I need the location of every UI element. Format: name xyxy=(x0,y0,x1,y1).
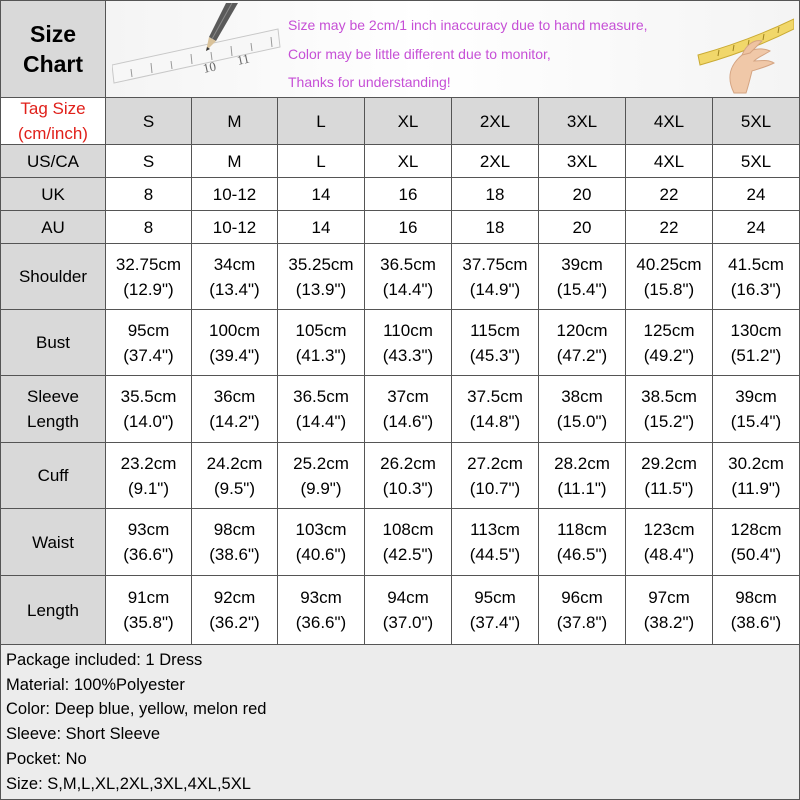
ruler-mark: 10 xyxy=(201,58,218,76)
cell-text-line: Waist xyxy=(32,532,74,552)
cell-text-line: 8 xyxy=(143,217,154,237)
row-label xyxy=(0,244,106,310)
cell-text-line: (49.2") xyxy=(643,345,695,365)
measurement-cell xyxy=(539,376,626,443)
cell-text-line: 34cm xyxy=(213,254,256,274)
measurement-cell xyxy=(713,178,800,211)
cell-text-line: 108cm xyxy=(382,520,434,539)
cell-text-line: 10-12 xyxy=(212,184,257,204)
measurement-cell xyxy=(713,244,800,310)
measurement-cell xyxy=(626,244,713,310)
measurement-cell xyxy=(626,376,713,443)
cell-text-line: 36.5cm xyxy=(293,387,349,406)
measurement-cell xyxy=(106,178,192,211)
cell-text-line: 5XL xyxy=(740,151,772,171)
measurement-cell xyxy=(365,576,452,645)
cell-text-line: 125cm xyxy=(643,320,695,340)
hand-measuring-tape-illustration xyxy=(638,5,794,95)
cell-text-line: (9.5") xyxy=(214,478,255,498)
cell-text-line: 39cm xyxy=(735,387,777,406)
cell-text-line: (37.8") xyxy=(556,613,608,632)
measurement-cell xyxy=(106,145,192,178)
cell-text-line: (37.0") xyxy=(382,613,434,632)
measurement-cell xyxy=(278,376,365,443)
measurement-cell xyxy=(713,576,800,645)
measurement-cell xyxy=(626,145,713,178)
measurement-cell xyxy=(452,310,539,376)
cell-text-line: (41.3") xyxy=(295,345,347,365)
cell-text-line: (42.5") xyxy=(382,545,434,564)
cell-text-line: 105cm xyxy=(295,320,347,340)
measurement-cell xyxy=(278,145,365,178)
measurement-cell xyxy=(626,509,713,576)
measurement-cell xyxy=(278,310,365,376)
measurement-cell xyxy=(192,376,278,443)
measurement-cell xyxy=(365,178,452,211)
cell-text-line: 35.25cm xyxy=(288,254,354,274)
cell-text-line: 36cm xyxy=(213,387,256,406)
row-label xyxy=(0,211,106,244)
cell-text-line: (11.5") xyxy=(644,478,694,498)
ruler-image xyxy=(112,29,280,83)
cell-text-line: 94cm xyxy=(387,588,429,607)
cell-text-line: (15.2") xyxy=(643,412,695,431)
cell-text-line: 41.5cm xyxy=(728,254,784,274)
measurement-cell xyxy=(626,310,713,376)
cell-text-line: AU xyxy=(41,217,65,237)
cell-text-line: (15.4") xyxy=(556,279,608,299)
measurement-cell xyxy=(192,244,278,310)
measurement-cell xyxy=(539,145,626,178)
size-header-cell: 2XL xyxy=(452,98,539,145)
cell-text-line: 91cm xyxy=(127,588,170,607)
cell-text-line: 39cm xyxy=(561,254,603,274)
cell-text-line: (14.4") xyxy=(295,412,347,431)
measurement-cell xyxy=(713,211,800,244)
measurement-cell xyxy=(106,509,192,576)
cell-text-line: (44.5") xyxy=(469,545,521,564)
measurement-cell xyxy=(278,443,365,509)
measurement-cell xyxy=(539,310,626,376)
measurement-cell xyxy=(106,443,192,509)
cell-text-line: 92cm xyxy=(213,588,256,607)
cell-text-line: (38.6") xyxy=(730,613,782,632)
cell-text-line: 95cm xyxy=(474,588,516,607)
cell-text-line: 22 xyxy=(659,217,679,237)
ruler-mark: 11 xyxy=(235,50,251,68)
measurement-cell xyxy=(106,376,192,443)
cell-text-line: 113cm xyxy=(470,520,520,539)
cell-text-line: 24 xyxy=(746,217,766,237)
measurement-cell xyxy=(192,576,278,645)
cell-text-line: (16.3") xyxy=(730,279,782,299)
cell-text-line: UK xyxy=(41,184,65,204)
pencil-ruler-illustration xyxy=(112,3,282,97)
cell-text-line: 22 xyxy=(659,184,679,204)
cell-text-line: (36.6") xyxy=(123,545,174,564)
cell-text-line: (36.2") xyxy=(209,613,260,632)
measurement-cell xyxy=(365,443,452,509)
measurement-cell xyxy=(452,443,539,509)
measurement-cell xyxy=(365,145,452,178)
title-line: Chart xyxy=(22,51,84,77)
cell-text-line: 28.2cm xyxy=(554,453,610,473)
cell-text-line: 38cm xyxy=(561,387,603,406)
measurement-cell xyxy=(192,443,278,509)
measurement-cell xyxy=(365,376,452,443)
cell-text-line: 103cm xyxy=(295,520,347,539)
cell-text-line: (12.9") xyxy=(123,279,174,299)
cell-text-line: (47.2") xyxy=(556,345,608,365)
cell-text-line: 95cm xyxy=(127,320,170,340)
cell-text-line: 23.2cm xyxy=(120,453,177,473)
cell-text-line: (40.6") xyxy=(295,545,347,564)
cell-text-line: Length xyxy=(27,412,79,431)
spec-sleeve: Sleeve: Short Sleeve xyxy=(6,725,161,744)
measurement-cell xyxy=(192,509,278,576)
cell-text-line: 37cm xyxy=(387,387,429,406)
cell-text-line: Sleeve xyxy=(27,387,79,406)
size-header-cell: L xyxy=(278,98,365,145)
cell-text-line: (15.0") xyxy=(556,412,608,431)
cell-text-line: (14.8") xyxy=(469,412,521,431)
spec-material: Material: 100%Polyester xyxy=(6,675,185,694)
notice-line: Size may be 2cm/1 inch inaccuracy due to hand measure, xyxy=(288,17,648,33)
measurement-cell xyxy=(192,211,278,244)
measurement-cell xyxy=(626,443,713,509)
measurement-cell xyxy=(278,509,365,576)
cell-text-line: 32.75cm xyxy=(115,254,182,274)
measurement-cell xyxy=(106,310,192,376)
cell-text-line: (43.3") xyxy=(382,345,434,365)
measurement-cell xyxy=(278,576,365,645)
cell-text-line: 40.25cm xyxy=(636,254,702,274)
size-header-cell: M xyxy=(192,98,278,145)
cell-text-line: (9.9") xyxy=(300,478,342,498)
cell-text-line: 37.5cm xyxy=(467,387,523,406)
cell-text-line: (13.4") xyxy=(209,279,260,299)
cell-text-line: M xyxy=(227,151,242,171)
measurement-cell xyxy=(626,576,713,645)
measurement-cell xyxy=(278,244,365,310)
cell-text-line: (35.8") xyxy=(123,613,174,632)
measurement-cell xyxy=(278,211,365,244)
cell-text-line: 4XL xyxy=(653,151,685,171)
cell-text-line: US/CA xyxy=(27,151,79,171)
cell-text-line: (48.4") xyxy=(643,545,695,564)
measurement-cell xyxy=(539,211,626,244)
measurement-cell xyxy=(452,178,539,211)
row-label xyxy=(0,443,106,509)
measurement-cell xyxy=(539,178,626,211)
cell-text-line: 16 xyxy=(398,184,418,204)
cell-text-line: 38.5cm xyxy=(641,387,697,406)
measurement-cell xyxy=(106,244,192,310)
cell-text-line: (37.4") xyxy=(469,613,521,632)
measurement-cell xyxy=(365,310,452,376)
spec-pocket: Pocket: No xyxy=(6,749,87,768)
measurement-cell xyxy=(365,211,452,244)
measurement-cell xyxy=(106,211,192,244)
cell-text-line: (39.4") xyxy=(209,345,260,365)
cell-text-line: 24.2cm xyxy=(206,453,263,473)
spec-package: Package included: 1 Dress xyxy=(6,651,203,669)
cell-text-line: 98cm xyxy=(735,588,777,607)
cell-text-line: XL xyxy=(397,151,419,171)
cell-text-line: 98cm xyxy=(213,520,256,539)
cell-text-line: 18 xyxy=(485,217,505,237)
cell-text-line: (50.4") xyxy=(730,545,782,564)
measurement-cell xyxy=(192,145,278,178)
cell-text-line: (46.5") xyxy=(556,545,608,564)
measurement-cell xyxy=(713,443,800,509)
cell-text-line: (cm/inch) xyxy=(18,124,88,143)
cell-text-line: 18 xyxy=(485,184,505,204)
cell-text-line: (9.1") xyxy=(128,478,169,498)
measurement-cell xyxy=(452,576,539,645)
notice-line: Thanks for understanding! xyxy=(288,74,451,90)
cell-text-line: 16 xyxy=(398,217,418,237)
cell-text-line: 120cm xyxy=(556,320,608,340)
cell-text-line: S xyxy=(142,151,155,171)
cell-text-line: (11.1") xyxy=(557,478,607,498)
measurement-cell xyxy=(713,509,800,576)
measurement-notice-banner xyxy=(106,0,800,98)
cell-text-line: Cuff xyxy=(37,466,69,485)
cell-text-line: 26.2cm xyxy=(380,453,436,473)
cell-text-line: (14.9") xyxy=(469,279,521,299)
cell-text-line: (14.6") xyxy=(382,412,434,431)
measurement-cell xyxy=(452,244,539,310)
cell-text-line: 93cm xyxy=(300,588,342,607)
measurement-cell xyxy=(452,211,539,244)
spec-sizes: Size: S,M,L,XL,2XL,3XL,4XL,5XL xyxy=(6,774,251,793)
size-chart-title xyxy=(0,0,106,98)
cell-text-line: 14 xyxy=(311,217,331,237)
cell-text-line: 118cm xyxy=(557,520,607,539)
cell-text-line: (38.6") xyxy=(209,545,260,564)
cell-text-line: 8 xyxy=(143,184,154,204)
measurement-cell xyxy=(539,509,626,576)
cell-text-line: 10-12 xyxy=(212,217,257,237)
cell-text-line: Tag Size xyxy=(20,99,86,118)
cell-text-line: (45.3") xyxy=(469,345,521,365)
cell-text-line: (15.4") xyxy=(730,412,782,431)
notice-line: Color may be little different due to monitor, xyxy=(288,46,551,62)
measurement-cell xyxy=(539,576,626,645)
measurement-cell xyxy=(539,244,626,310)
cell-text-line: (10.3") xyxy=(382,478,434,498)
cell-text-line: (14.4") xyxy=(382,279,434,299)
cell-text-line: 25.2cm xyxy=(293,453,349,473)
cell-text-line: (11.9") xyxy=(731,478,781,498)
row-label xyxy=(0,310,106,376)
measurement-cell xyxy=(626,178,713,211)
cell-text-line: 3XL xyxy=(566,151,598,171)
size-header-cell: 5XL xyxy=(713,98,800,145)
cell-text-line: 96cm xyxy=(561,588,603,607)
measurement-cell xyxy=(452,509,539,576)
cell-text-line: (13.9") xyxy=(295,279,347,299)
size-header-cell: 4XL xyxy=(626,98,713,145)
measurement-cell xyxy=(365,509,452,576)
cell-text-line: L xyxy=(316,151,326,171)
measurement-cell xyxy=(713,376,800,443)
size-header-cell: 3XL xyxy=(539,98,626,145)
measurement-cell xyxy=(539,443,626,509)
cell-text-line: 35.5cm xyxy=(120,387,177,406)
product-specs xyxy=(0,645,800,800)
cell-text-line: (15.8") xyxy=(643,279,695,299)
cell-text-line: (14.2") xyxy=(209,412,260,431)
measurement-cell xyxy=(713,310,800,376)
cell-text-line: (36.6") xyxy=(295,613,347,632)
cell-text-line: (38.2") xyxy=(643,613,695,632)
cell-text-line: Bust xyxy=(35,333,71,352)
cell-text-line: 30.2cm xyxy=(728,453,784,473)
cell-text-line: 27.2cm xyxy=(467,453,523,473)
cell-text-line: 115cm xyxy=(470,320,520,340)
cell-text-line: Shoulder xyxy=(18,267,88,286)
measurement-cell xyxy=(192,310,278,376)
measurement-cell xyxy=(452,145,539,178)
measurement-cell xyxy=(278,178,365,211)
cell-text-line: (51.2") xyxy=(730,345,782,365)
cell-text-line: 97cm xyxy=(648,588,690,607)
tag-size-header xyxy=(0,98,106,145)
measurement-cell xyxy=(452,376,539,443)
spec-color: Color: Deep blue, yellow, melon red xyxy=(6,700,267,719)
row-label xyxy=(0,178,106,211)
cell-text-line: 36.5cm xyxy=(380,254,436,274)
cell-text-line: Length xyxy=(27,600,79,620)
cell-text-line: 123cm xyxy=(643,520,695,539)
measurement-cell xyxy=(626,211,713,244)
row-label xyxy=(0,376,106,443)
cell-text-line: 20 xyxy=(572,217,592,237)
row-label xyxy=(0,576,106,645)
measurement-cell xyxy=(192,178,278,211)
size-header-cell: XL xyxy=(365,98,452,145)
cell-text-line: 29.2cm xyxy=(641,453,697,473)
cell-text-line: 130cm xyxy=(730,320,782,340)
row-label xyxy=(0,509,106,576)
cell-text-line: 2XL xyxy=(479,151,511,171)
cell-text-line: (10.7") xyxy=(469,478,521,498)
title-line: Size xyxy=(29,21,77,47)
cell-text-line: 100cm xyxy=(208,320,261,340)
cell-text-line: 24 xyxy=(746,184,766,204)
cell-text-line: 20 xyxy=(572,184,592,204)
size-header-cell: S xyxy=(106,98,192,145)
cell-text-line: 93cm xyxy=(127,520,170,539)
row-label xyxy=(0,145,106,178)
cell-text-line: 37.75cm xyxy=(462,254,528,274)
cell-text-line: 14 xyxy=(311,184,331,204)
measurement-cell xyxy=(713,145,800,178)
cell-text-line: 110cm xyxy=(383,320,433,340)
cell-text-line: 128cm xyxy=(730,520,782,539)
cell-text-line: (37.4") xyxy=(123,345,174,365)
measurement-cell xyxy=(106,576,192,645)
cell-text-line: (14.0") xyxy=(123,412,174,431)
measurement-cell xyxy=(365,244,452,310)
